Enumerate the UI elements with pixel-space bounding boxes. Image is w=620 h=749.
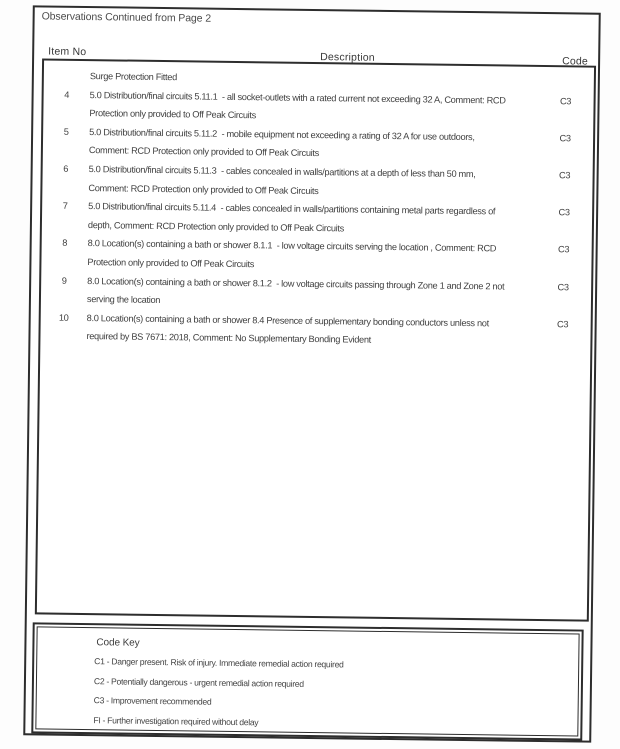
- description-cell: [89, 86, 537, 129]
- code-key-box: [31, 622, 583, 740]
- description-line-2: serving the location: [86, 294, 161, 306]
- item-no-cell: 4: [64, 89, 70, 100]
- observations-rows: [40, 60, 594, 352]
- code-key-title: Code Key: [96, 637, 140, 649]
- code-cell: C3: [558, 207, 570, 218]
- description-cell: [88, 160, 536, 203]
- column-header-code: Code: [562, 55, 589, 68]
- item-no-cell: 6: [63, 163, 69, 174]
- description-line-2: depth, Comment: RCD Protection only provided to Off Peak Circuits: [87, 219, 345, 234]
- subheading-label: Surge Protection Fitted: [89, 71, 178, 83]
- code-key-entries: [93, 656, 343, 728]
- document-page: [23, 5, 601, 742]
- description-line-2: required by BS 7671: 2018, Comment: No Supplementary Bonding Evident: [86, 331, 372, 346]
- description-line-1: 5.0 Distribution/final circuits 5.11.3 - cables concealed in walls/partitions at a depth of less than 50 mm,: [88, 164, 476, 180]
- description-line-1: 5.0 Distribution/final circuits 5.11.4 - cables concealed in walls/partitions containing metal parts regardless of: [88, 201, 496, 217]
- description-line-1: 8.0 Location(s) containing a bath or shower 8.1.2 - low voltage circuits passing through Zone 1 and Zone 2 not: [87, 275, 505, 292]
- item-no-cell: [44, 66, 90, 85]
- page-title: Observations Continued from Page 2: [41, 10, 212, 25]
- code-cell: [538, 73, 594, 74]
- column-header-item-no: Item No: [48, 45, 87, 59]
- description-line-1: 8.0 Location(s) containing a bath or shower 8.4 Presence of supplementary bonding conductors unless not: [86, 312, 489, 329]
- description-line-1: 5.0 Distribution/final circuits 5.11.2 - mobile equipment not exceeding a rating of 32 A for use outdoors,: [89, 126, 475, 142]
- code-key-entry-c3: C3 - Improvement recommended: [93, 695, 212, 707]
- observations-table: [35, 58, 596, 621]
- code-cell: C3: [559, 133, 571, 144]
- description-line-2: Protection only provided to Off Peak Circuits: [89, 108, 257, 121]
- item-no-cell: 5: [63, 126, 69, 137]
- description-cell: [86, 309, 534, 352]
- code-cell: C3: [557, 281, 569, 292]
- code-key-entry-c2: C2 - Potentially dangerous - urgent remedial action required: [93, 675, 304, 689]
- item-no-cell: 7: [62, 200, 68, 211]
- code-cell: C3: [558, 170, 571, 181]
- description-line-2: Comment: RCD Protection only provided to Off Peak Circuits: [88, 182, 319, 196]
- column-header-description: Description: [320, 51, 375, 64]
- description-cell: [89, 123, 537, 166]
- item-no-cell: 8: [62, 238, 68, 249]
- item-no-cell: 10: [58, 312, 69, 323]
- description-line-1: 5.0 Distribution/final circuits 5.11.1 - all socket-outlets with a rated current not exceeding 32 A, Comment: RCD: [89, 89, 506, 106]
- code-cell: C3: [557, 318, 569, 330]
- table-row: [40, 308, 590, 352]
- description-cell: [87, 234, 535, 277]
- code-cell: C3: [559, 95, 572, 106]
- description-line-2: Protection only provided to Off Peak Circuits: [87, 256, 255, 270]
- code-key-entry-c1: C1 - Danger present. Risk of injury. Immediate remedial action required: [94, 656, 344, 670]
- code-key-entry-fi: FI - Further investigation required without delay: [93, 714, 259, 727]
- description-cell: [88, 197, 536, 240]
- description-cell: [87, 272, 535, 315]
- description-line-2: Comment: RCD Protection only provided to Off Peak Circuits: [88, 145, 320, 159]
- code-cell: C3: [558, 244, 570, 255]
- description-line-1: 8.0 Location(s) containing a bath or shower 8.1.1 - low voltage circuits serving the location , Comment: RCD: [87, 238, 497, 254]
- item-no-cell: 9: [61, 275, 67, 286]
